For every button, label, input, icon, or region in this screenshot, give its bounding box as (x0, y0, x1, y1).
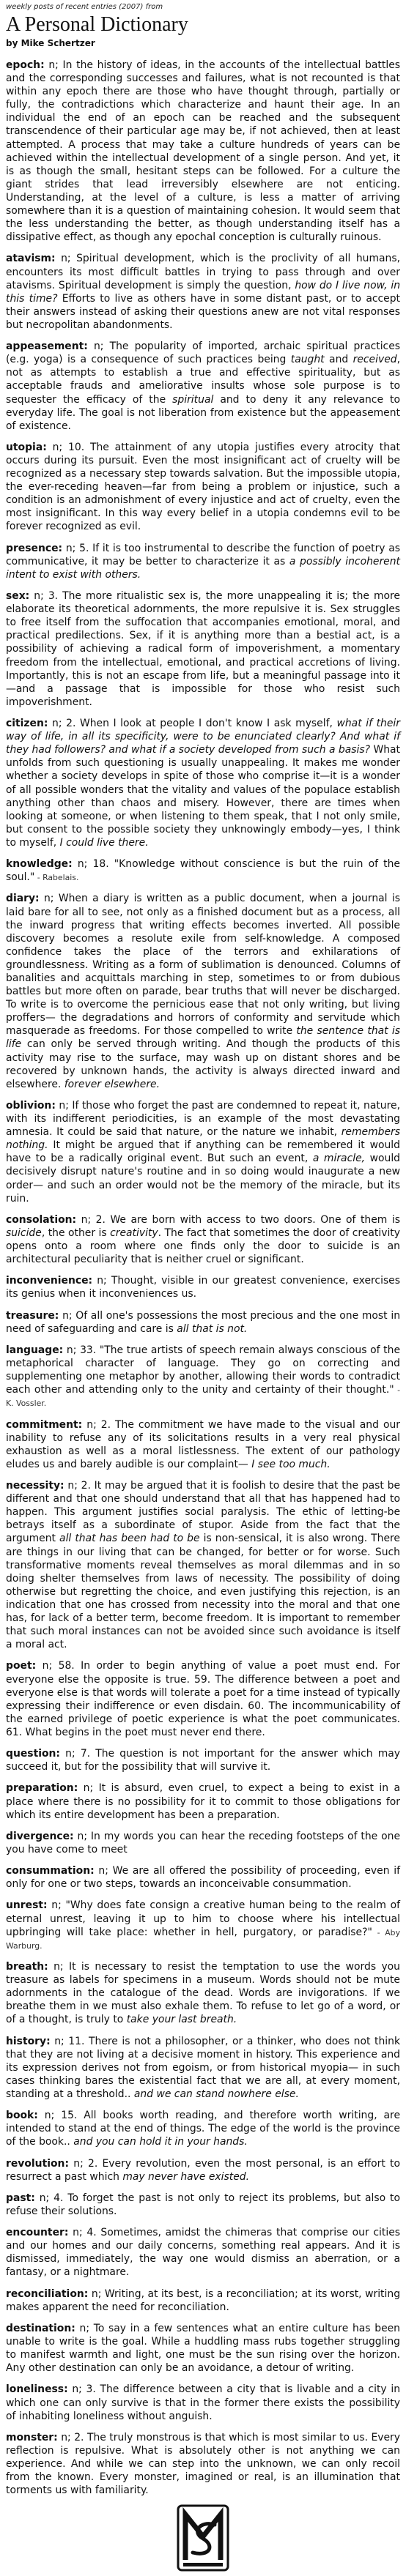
definition-text: The popularity of imported, archaic spiritual practices (e.g. yoga) is a consequence of such practices being (6, 340, 401, 366)
definition-emphasis: creativity (110, 1226, 158, 1239)
headword: question: (6, 1748, 60, 1760)
page-subtitle: weekly posts of recent entries (2007) from (6, 3, 163, 11)
part-of-speech: n; (48, 59, 59, 71)
headword: loneliness: (6, 2383, 68, 2396)
part-of-speech: n; (81, 1213, 92, 1226)
dictionary-entries (6, 59, 400, 2497)
part-of-speech: n; (59, 1099, 69, 1112)
definition-text: 4. To forget the past is not only to reject its problems, but also to refuse their solutions. (6, 2192, 400, 2217)
entry-knowledge (6, 857, 400, 884)
headword: knowledge: (6, 858, 73, 871)
part-of-speech: n; (72, 2383, 82, 2396)
entry-necessity (6, 1479, 400, 1651)
definition-emphasis: spiritual (172, 393, 214, 406)
definition-text: 2. The truly monstrous is that which is most similar to us. Every reflection is repulsive. What is absolutely other is not anything we can experience. And while we can step into the unknown, we can only recoil from the known. Every monster, imagined or real, is an illumination that torments us with familiarity. (6, 2431, 400, 2497)
headword: language: (6, 1344, 64, 1356)
part-of-speech: n; (61, 253, 71, 265)
entry-divergence (6, 1830, 400, 1856)
definition-text: When a diary is written as a public document, when a journal is laid bare for all to see, not only as a finished document but as a process, all the inward progress that writing effects becomes inverted. All possible discovery becomes a resolute exile from self-knowledge. A composed confidence takes the place of the terrors and exhilarations of groundlessness. Writing as a form of sublimation is denounced. Columns of banalities and acquittals marching in step, sometimes to or from dubious battles but more often on parade, bear truths that will never be discharged. To write is to overcome the pernicious ease that not only writing, but living proffers— the degradations and horrors of conformity and servitude which masquerade as freedoms. For those compelled to write (6, 893, 400, 1038)
entry-breath (6, 1960, 400, 2026)
part-of-speech: n; (43, 893, 54, 905)
entry-epoch (6, 59, 400, 244)
definition-text: 3. The difference between a city that is livable and a city in which one can only survive is that in the former there exists the possibility of inhabiting loneliness without anguish. (6, 2383, 401, 2422)
definition-emphasis: and we can stand nowhere else. (133, 2088, 299, 2100)
definition-text: 2. We are born with access to two doors. One of them is (95, 1213, 400, 1226)
headword: treasure: (6, 1309, 59, 1322)
headword: presence: (6, 542, 63, 554)
quote-attribution: - Aby Warburg. (6, 1927, 400, 1951)
entry-appeasement (6, 340, 400, 433)
definition-text: It is necessary to resist the temptation to use the words you treasure as labels for specimens in a museum. Words should not be mute adornments in the catalogue of the dead. Words are invigorations. If we breathe them in we must also exhale them. To refuse to let go of a word, or of a thought, is truly to (6, 1960, 400, 2026)
headword: monster: (6, 2431, 58, 2443)
entry-inconvenience (6, 1274, 400, 1300)
definition-text: It is absurd, even cruel, to expect a being to exist in a place where there is no possibility for it to commit to those obligations for which its entire development has been a preparation. (6, 1782, 400, 1821)
definition-emphasis: what if their way of life, in all its specificity, were to be enunciated clearly? And what if they had followers? and what if a society developed from such a basis? (6, 718, 401, 756)
definition-text: Spiritual development, which is the proclivity of all humans, encounters its most difficult battles in trying to pass through and over atavisms. Spiritual development is simply the question, (6, 253, 401, 291)
definition-emphasis: may never have existed. (122, 2170, 250, 2183)
part-of-speech: n; (79, 2322, 89, 2334)
part-of-speech: n; (73, 2227, 83, 2239)
entry-loneliness (6, 2383, 400, 2422)
definition-emphasis: I could live there. (59, 836, 149, 849)
definition-text: 2. The commitment we have made to the visual and our inability to refuse any of its solicitations results in a very real physical exhaustion as well as a moral listlessness. The extent of our pathology eludes us and barely audible is our complaint— (6, 1418, 400, 1470)
definition-text: can only be served through writing. And though the products of this activity may rise to the surface, may wash up on distant shores and be recovered by unknown hands, the activity is always directed inward and elsewhere. (6, 1038, 400, 1090)
part-of-speech: n; (98, 1865, 108, 1877)
part-of-speech: n; (66, 1344, 77, 1356)
part-of-speech: n; (86, 1418, 97, 1431)
definition-text: . The fact that sometimes the door of creativity opens onto a room where one finds only the door to suicide is an architectural peculiarity that is neither cruel or significant. (6, 1226, 400, 1266)
headword: history: (6, 2035, 51, 2047)
definition-emphasis: remembers nothing. (6, 1126, 400, 1152)
part-of-speech: n; (83, 1782, 94, 1795)
definition-emphasis: a miracle, (312, 1153, 366, 1165)
definition-text: 2. It may be argued that it is foolish to desire that the past be different and that one should understand that all that has happened had to happen. This argument justifies social paralysis. The ethic of letting-be betrays itself as a subordinate of stupor. Aside from the fact that the argument (6, 1480, 401, 1545)
definition-text: 18. "Knowledge without conscience is but the ruin of the soul." (6, 858, 400, 884)
definition-emphasis: all that is not. (177, 1322, 248, 1335)
definition-text: 7. The question is not important for the answer which may succeed it, but for the possibility that will survive it. (6, 1748, 401, 1773)
definition-emphasis: taught (290, 354, 325, 366)
definition-text: 58. In order to begin anything of value a poet must end. For everyone else the opposite is true. 59. The difference between a poet and everyone else is that words will tolerate a poet for a time instead of typically expressing their indifference or even disdain. 60. The incommunicability of the earned privilege of poetic experience is what the poet communicates. 61. What begins in the poet must never end there. (6, 1660, 401, 1738)
definition-text: would decisively disrupt nature's routine and in so doing would inaugurate a new order— and such an order would not be the memory of the miracle, but its ruin. (6, 1153, 401, 1205)
definition-emphasis: all that has been had to be (59, 1533, 200, 1545)
headword: breath: (6, 1960, 48, 1973)
definition-text: 2. Every revolution, even the most personal, is an effort to resurrect a past which (6, 2157, 401, 2183)
part-of-speech: n; (34, 590, 44, 603)
headword: commitment: (6, 1418, 83, 1431)
entry-revolution (6, 2157, 400, 2184)
definition-text: 5. If it is too instrumental to describe the function of poetry as communicative, it may be better to characterize it as (6, 542, 401, 567)
part-of-speech: n; (62, 1309, 73, 1322)
headword: consummation: (6, 1865, 95, 1877)
headword: revolution: (6, 2157, 70, 2170)
entry-consummation (6, 1864, 400, 1891)
definition-text: What unfolds from such questioning is usually unappealing. It makes me wonder whether a society develops in spite of those who comprise it—it is a wonder of all possible wonders that the vitality and values of the populace establish anything other than chaos and misery. However, there are times when looking at someone, or when listening to them speak, that I not only smile, but consent to the possible society they unknowingly embody—yes, I think to myself, (6, 744, 400, 849)
definition-text: Thought, visible in our greatest convenience, exercises its genius when it inconveniences us. (6, 1275, 400, 1300)
definition-text: To say in a few sentences what an entire culture has been unable to write is the goal. While a huddling mass rubs together struggling to manifest warmth and light, one must be the sun rising over the horizon. Any other destination can only be an avoidance, a detour of writing. (6, 2322, 400, 2375)
headword: consolation: (6, 1213, 77, 1226)
headword: necessity: (6, 1480, 64, 1492)
entry-consolation (6, 1213, 400, 1266)
headword: diary: (6, 893, 40, 905)
headword: destination: (6, 2322, 75, 2334)
headword: poet: (6, 1660, 37, 1672)
definition-text: , the other is (41, 1226, 111, 1239)
quote-attribution: - Rabelais. (34, 873, 79, 883)
entry-atavism (6, 252, 400, 332)
part-of-speech: n; (53, 1960, 64, 1973)
entry-monster (6, 2431, 400, 2497)
headword: reconciliation: (6, 2287, 89, 2300)
part-of-speech: n; (77, 1830, 87, 1842)
headword: epoch: (6, 59, 45, 71)
definition-text: 15. All books worth reading, and therefore worth writing, are intended to stand at the end of things. The edge of the world is the province of the book.. (6, 2110, 401, 2148)
definition-text: Efforts to live as others have in some distant past, or to accept their answers instead of asking their questions anew are not vital responses but necropolitan abandonments. (6, 292, 400, 331)
definition-text: In my words you can hear the receding footsteps of the one you have come to meet (6, 1830, 401, 1855)
page-header (6, 2, 400, 49)
quote-attribution: - K. Vossler. (6, 1385, 400, 1409)
part-of-speech: n; (42, 1660, 53, 1672)
monogram-logo (177, 2504, 229, 2572)
part-of-speech: n; (54, 2035, 64, 2047)
entry-utopia (6, 441, 400, 534)
entry-unrest (6, 1899, 400, 1951)
headword: utopia: (6, 441, 47, 453)
part-of-speech: n; (65, 1748, 75, 1760)
entry-poet (6, 1659, 400, 1739)
part-of-speech: n; (73, 2157, 84, 2170)
definition-text: , not as attempts to establish a true and effective spirituality, but as acceptable frauds and ameliorative insults whose sole purpose is to sequester the efficacy of the (6, 354, 400, 406)
definition-text: We are all offered the possibility of proceeding, even if only for one or two steps, towards an inconceivable consummation. (6, 1865, 401, 1891)
definition-text: In the history of ideas, in the accounts of the intellectual battles and the corresponding successes and failures, what is not recounted is that within any epoch there are those who have thought through, partially or fully, the contradictions which characterize and haunt their age. In an individual the end of an epoch can be reached and the subsequent transcendence of their particular age may be, if not achieved, then at least attempted. A process that may take a culture hundreds of years can be achieved within the intellectual development of a single person. And yet, it is as though the small, hesitant steps can be followed. For a culture the giant strides that lead irreversibly elsewhere are not enticing. Understanding, at the level of a culture, is less a matter of arriving somewhere than it is a question of maintaining cohesion. It would seem that the less understanding the better, as though understanding itself has a dissipative effect, as though any epochal conception is culturally ruinous. (6, 59, 400, 244)
entry-treasure (6, 1309, 400, 1336)
headword: book: (6, 2110, 38, 2122)
headword: divergence: (6, 1830, 74, 1842)
headword: preparation: (6, 1782, 78, 1795)
part-of-speech: n; (91, 2287, 102, 2300)
definition-emphasis: take your last breath. (126, 2014, 237, 2026)
headword: appeasement: (6, 340, 88, 353)
entry-question (6, 1747, 400, 1773)
part-of-speech: n; (61, 2431, 71, 2443)
definition-emphasis: a possibly incoherent intent to exist with others. (6, 555, 400, 581)
part-of-speech: n; (97, 1275, 107, 1287)
entry-oblivion (6, 1099, 400, 1205)
definition-text: It might be argued that if anything can be remembered it would have to be a radically original event. But such an event, (6, 1139, 400, 1165)
definition-text: 11. There is not a philosopher, or a thinker, who does not think that they are not living at a decisive moment in history. This experience and its expression derives not from egoism, or from historical myopia— in such cases thinking bares the existential fact that we are all, at every moment, standing at a threshold.. (6, 2035, 401, 2100)
entry-sex (6, 589, 400, 709)
part-of-speech: n; (44, 2110, 55, 2122)
part-of-speech: n; (93, 340, 104, 353)
part-of-speech: n; (52, 441, 63, 453)
entry-citizen (6, 717, 400, 849)
entry-commitment (6, 1418, 400, 1471)
entry-diary (6, 892, 400, 1090)
entry-book (6, 2109, 400, 2148)
part-of-speech: n; (67, 1480, 78, 1492)
part-of-speech: n; (65, 542, 76, 554)
entry-presence (6, 542, 400, 581)
entry-preparation (6, 1782, 400, 1821)
entry-reconciliation (6, 2287, 400, 2314)
headword: oblivion: (6, 1099, 56, 1112)
headword: sex: (6, 590, 30, 603)
entry-encounter (6, 2226, 400, 2279)
entry-past (6, 2192, 400, 2218)
entry-destination (6, 2322, 400, 2375)
definition-text: If those who forget the past are condemned to repeat it, nature, with its indifferent periodicities, is an example of the most devastating amnesia. It could be said that nature, or the nature we inhabit, (6, 1099, 401, 1139)
headword: past: (6, 2192, 35, 2204)
definition-emphasis: how do I live now, in this time? (6, 279, 401, 305)
definition-emphasis: the sentence that is life (6, 1025, 400, 1051)
definition-text: 33. "The true artists of speech remain always conscious of the metaphorical character of language. They go on correcting and supplementing one metaphor by another, allowing their words to contradict each other and attending only to the unity and certainty of their thought." (6, 1344, 400, 1396)
definition-emphasis: I see too much. (251, 1458, 331, 1470)
definition-emphasis: and you can hold it in your hands. (73, 2136, 248, 2148)
definition-text: 10. The attainment of any utopia justifies every atrocity that occurs during its pursuit. Even the most insignificant act of cruelty will be recognized as a necessary step towards salvation. But the impossible utopia, the ever-receding heaven—far from being a problem or injustice, such a condition is an admonishment of every injustice and act of cruelty, even the most insignificant. In this way every belief in a utopia condemns evil to be forever recognized as evil. (6, 441, 401, 533)
part-of-speech: n; (51, 1899, 62, 1912)
entry-history (6, 2035, 400, 2101)
definition-text: and to deny it any relevance to everyday life. The goal is not liberation from existence but the appeasement of existence. (6, 393, 400, 432)
part-of-speech: n; (52, 718, 62, 730)
part-of-speech: n; (39, 2192, 50, 2204)
headword: encounter: (6, 2227, 69, 2239)
definition-text: is non-sensical, it is also wrong. There are things in our living that can be changed, for better or for worse. Such transformative moments reveal themselves as moral dilemmas and in so doing shelter themselves from laws of necessity. The possibility of doing otherwise but regretting the choice, and even justifying this rejection, is an indication that one has crossed from necessity into the moral and that one has, for lack of a better term, become freedom. It is important to remember that such moral instances can not be avoided since such avoidance is itself a moral act. (6, 1533, 400, 1651)
definition-text: 2. When I look at people I don't know I ask myself, (66, 718, 337, 730)
headword: citizen: (6, 718, 48, 730)
definition-text: and (324, 354, 353, 366)
monogram-icon (177, 2504, 229, 2572)
author-byline: by Mike Schertzer (6, 38, 95, 48)
headword: atavism: (6, 253, 56, 265)
definition-emphasis: received (353, 354, 397, 366)
definition-emphasis: forever elsewhere. (64, 1078, 160, 1090)
page-title: A Personal Dictionary (6, 13, 188, 36)
definition-text: 4. Sometimes, amidst the chimeras that comprise our cities and our homes and our daily concerns, something real appears. And it is dismissed, immediately, the way one would dismiss an aberration, or a fantasy, or a nightmare. (6, 2227, 401, 2279)
definition-text: Writing, at its best, is a reconciliation; at its worst, writing makes apparent the need for reconciliation. (6, 2287, 401, 2313)
headword: unrest: (6, 1899, 48, 1912)
definition-text: "Why does fate consign a creative human being to the realm of eternal unrest, leaving it up to him to choose where his intellectual upbringing will take place: whether in hell, purgatory, or paradise?" (6, 1899, 401, 1938)
definition-text: Of all one's possessions the most precious and the one most in need of safeguarding and care is (6, 1309, 401, 1335)
headword: inconvenience: (6, 1275, 93, 1287)
definition-emphasis: suicide (6, 1226, 42, 1239)
entry-language (6, 1344, 400, 1410)
definition-text: 3. The more ritualistic sex is, the more unappealing it is; the more elaborate its theoretical adornments, the more repulsive it is. Sex struggles to free itself from the suffocation that accompanies emotional, moral, and practical predilections. Sex, if it is anything more than a bestial act, is a possibility of achieving a radical form of impoverishment, a momentary freedom from the intellectual, emotional, and practical accretions of living. Importantly, this is not an escape from life, but a meaningful passage into it—and a passage that is impossible for those who resist such impoverishment. (6, 590, 400, 708)
part-of-speech: n; (77, 858, 88, 871)
